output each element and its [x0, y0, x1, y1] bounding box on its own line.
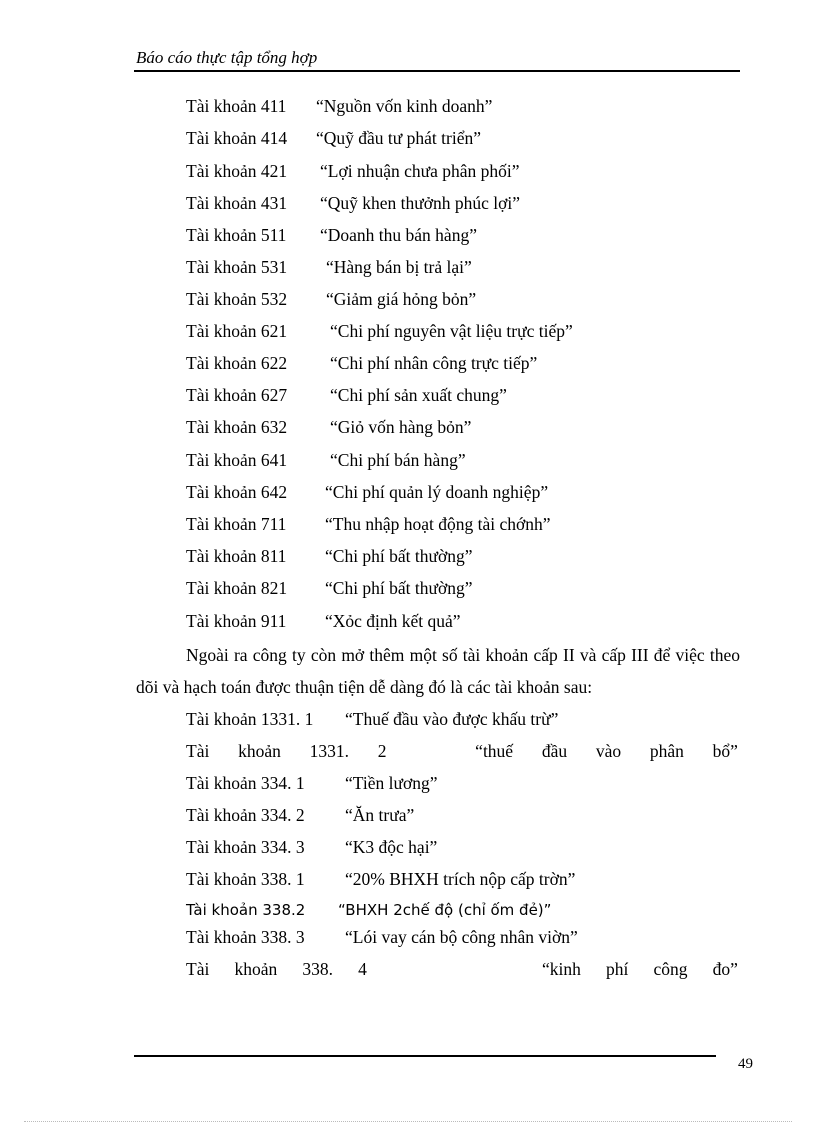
account-name: “Giỏ vốn hàng bỏn”: [330, 417, 472, 437]
account-name: “Xỏc định kết quả”: [325, 611, 461, 631]
word: Tài: [186, 741, 210, 761]
account-label: Tài khoản 414: [186, 128, 288, 148]
account-name: “Tiền lương”: [345, 773, 438, 793]
account-name: “Nguồn vốn kinh doanh”: [316, 96, 493, 116]
account-label: Tài khoản 338.2: [186, 901, 306, 919]
sub-account-row-justified: [186, 958, 738, 980]
header-rule: [134, 70, 740, 72]
account-label: Tài khoản 334. 2: [186, 805, 305, 825]
footer-rule: [134, 1055, 716, 1057]
word: khoản: [238, 741, 281, 761]
account-name: “Chi phí nguyên vật liệu trực tiếp”: [330, 321, 573, 341]
account-name: “Chi phí bất thường”: [325, 578, 473, 598]
account-label: Tài khoản 531: [186, 257, 288, 277]
word: “thuế: [475, 741, 514, 761]
account-label: Tài khoản 711: [186, 514, 287, 534]
account-label: Tài khoản 338. 3: [186, 927, 305, 947]
account-label: Tài khoản 431: [186, 193, 288, 213]
account-name: “Chi phí bất thường”: [325, 546, 473, 566]
account-name: “K3 độc hại”: [345, 837, 438, 857]
account-name: “Thuế đầu vào được khấu trừ”: [345, 709, 559, 729]
account-label: Tài khoản 511: [186, 225, 287, 245]
account-name: “Thu nhập hoạt động tài chớnh”: [325, 514, 551, 534]
account-label: Tài khoản 622: [186, 353, 288, 373]
account-label: Tài khoản 338. 1: [186, 869, 305, 889]
account-name: “Chi phí nhân công trực tiếp”: [330, 353, 538, 373]
word: phân: [649, 741, 684, 761]
account-label: Tài khoản 334. 3: [186, 837, 305, 857]
account-label: Tài khoản 532: [186, 289, 288, 309]
word: 338.: [302, 959, 333, 979]
account-label: Tài khoản 621: [186, 321, 288, 341]
account-name: “Hàng bán bị trả lại”: [326, 257, 472, 277]
word: công: [653, 959, 688, 979]
word: đo”: [712, 959, 738, 979]
account-name: “Quỹ đầu tư phát triển”: [316, 128, 481, 148]
word: bổ”: [712, 741, 738, 761]
account-label: Tài khoản 627: [186, 385, 288, 405]
word: khoản: [234, 959, 278, 979]
account-name: “Quỹ khen thưởnh phúc lợi”: [320, 193, 521, 213]
word: 2: [377, 741, 387, 761]
word: 1331.: [309, 741, 349, 761]
account-label: Tài khoản 334. 1: [186, 773, 305, 793]
word: đầu: [541, 741, 568, 761]
account-name: “Lói vay cán bộ công nhân viờn”: [345, 927, 578, 947]
word: phí: [606, 959, 629, 979]
word: “kinh: [541, 959, 581, 979]
intro-paragraph: Ngoài ra công ty còn mở thêm một số tài khoản cấp II và cấp III để việc theo dõi và hạch toán được thuận tiện dễ dàng đó là các tài khoản sau:: [136, 645, 740, 697]
account-name: “Chi phí sản xuất chung”: [330, 385, 507, 405]
sub-account-row-justified: [186, 740, 738, 762]
account-label: Tài khoản 421: [186, 161, 288, 181]
account-name: “Chi phí bán hàng”: [330, 450, 466, 470]
account-name: “Doanh thu bán hàng”: [320, 225, 477, 245]
account-name: “Ăn trưa”: [345, 805, 415, 825]
account-label: Tài khoản 911: [186, 611, 287, 631]
account-name: “BHXH 2chế độ (chỉ ốm đẻ)”: [338, 901, 552, 919]
word: vào: [595, 741, 622, 761]
account-name: “Lợi nhuận chưa phân phối”: [320, 161, 520, 181]
account-label: Tài khoản 632: [186, 417, 288, 437]
page-number: 49: [738, 1056, 753, 1072]
account-label: Tài khoản 821: [186, 578, 288, 598]
account-label: Tài khoản 1331. 1: [186, 709, 314, 729]
page-header-title: Báo cáo thực tập tổng hợp: [136, 48, 318, 67]
page-edge-dots: [24, 1121, 792, 1122]
account-name: “20% BHXH trích nộp cấp trờn”: [345, 869, 576, 889]
account-label: Tài khoản 642: [186, 482, 288, 502]
word: Tài: [186, 959, 210, 979]
account-label: Tài khoản 411: [186, 96, 287, 116]
account-label: Tài khoản 641: [186, 450, 288, 470]
account-name: “Chi phí quản lý doanh nghiệp”: [325, 482, 549, 502]
account-label: Tài khoản 811: [186, 546, 287, 566]
word: 4: [358, 959, 367, 979]
account-name: “Giảm giá hỏng bỏn”: [326, 289, 477, 309]
